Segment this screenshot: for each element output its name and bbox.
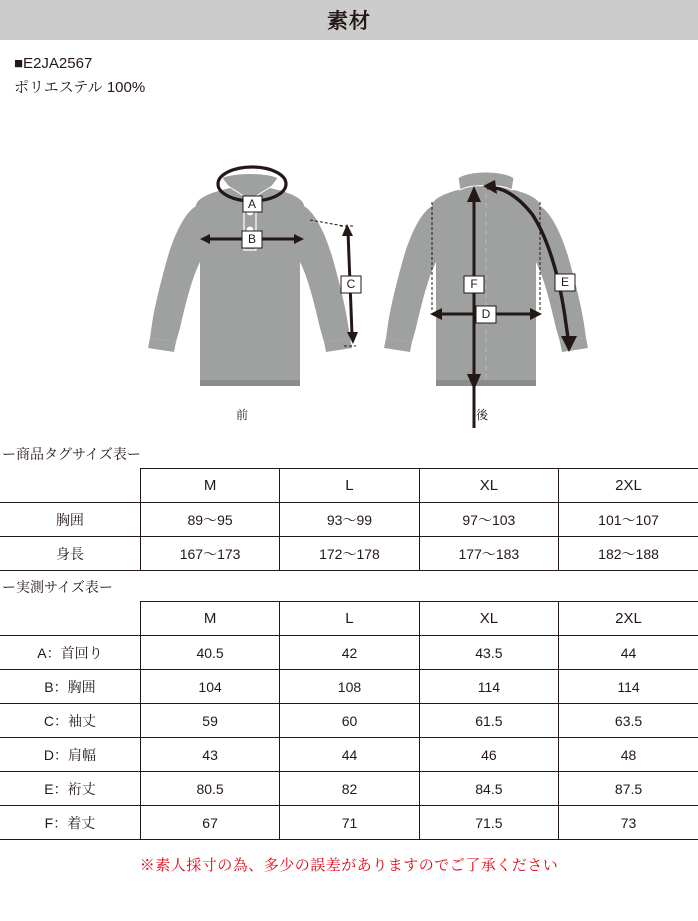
tag-table-title: ー商品タグサイズ表ー (2, 446, 141, 462)
measured-row-label-f: F：着丈 (0, 806, 140, 840)
tag-col-m: M (140, 469, 279, 503)
measured-cell-e-2xl: 87.5 (559, 772, 698, 806)
measured-table-corner (0, 602, 140, 636)
table-row (0, 772, 698, 806)
table-row (0, 704, 698, 738)
measured-cell-a-l: 42 (280, 636, 419, 670)
tag-cell-chest-l: 93〜99 (280, 503, 419, 537)
marker-e-label: E (560, 275, 570, 289)
measured-row-label-b: B：胸囲 (0, 670, 140, 704)
measured-cell-b-xl: 114 (419, 670, 558, 704)
material-info (0, 40, 698, 100)
tag-table-corner (0, 469, 140, 503)
tag-col-2xl: 2XL (559, 469, 698, 503)
table-row (0, 636, 698, 670)
tag-row-label-chest: 胸囲 (0, 503, 140, 537)
measured-cell-c-l: 60 (280, 704, 419, 738)
marker-f-label: F (470, 277, 478, 291)
measured-cell-a-m: 40.5 (140, 636, 279, 670)
measured-cell-d-m: 43 (140, 738, 279, 772)
measured-cell-c-2xl: 63.5 (559, 704, 698, 738)
measured-cell-f-l: 71 (280, 806, 419, 840)
tag-col-l: L (280, 469, 419, 503)
product-code: ■E2JA2567 (14, 55, 93, 72)
table-row (0, 670, 698, 704)
measured-col-m: M (140, 602, 279, 636)
measured-cell-a-2xl: 44 (559, 636, 698, 670)
table-header-row (0, 602, 698, 636)
measured-row-label-c: C：袖丈 (0, 704, 140, 738)
tag-cell-height-l: 172〜178 (280, 537, 419, 571)
tag-cell-height-m: 167〜173 (140, 537, 279, 571)
measured-size-table (0, 601, 698, 840)
marker-c-label: C (346, 277, 356, 291)
measured-cell-b-m: 104 (140, 670, 279, 704)
measured-cell-d-l: 44 (280, 738, 419, 772)
measured-cell-f-2xl: 73 (559, 806, 698, 840)
tag-row-label-height: 身長 (0, 537, 140, 571)
measured-cell-e-m: 80.5 (140, 772, 279, 806)
measured-cell-f-xl: 71.5 (419, 806, 558, 840)
table-row (0, 537, 698, 571)
measured-cell-d-xl: 46 (419, 738, 558, 772)
garment-illustration-svg (0, 138, 698, 438)
tag-cell-chest-2xl: 101〜107 (559, 503, 698, 537)
measured-cell-f-m: 67 (140, 806, 279, 840)
marker-d-label: D (481, 307, 491, 321)
disclaimer-note: ※素人採寸の為、多少の誤差がありますのでご了承ください (139, 857, 559, 874)
page-title: 素材 (327, 10, 371, 33)
measured-col-xl: XL (419, 602, 558, 636)
marker-a-label: A (247, 197, 257, 211)
back-view-caption: 後 (475, 408, 488, 422)
table-header-row (0, 469, 698, 503)
measured-cell-c-m: 59 (140, 704, 279, 738)
marker-b-label: B (247, 232, 257, 246)
measured-cell-e-xl: 84.5 (419, 772, 558, 806)
tag-cell-chest-xl: 97〜103 (419, 503, 558, 537)
header-bar (0, 0, 698, 40)
measured-cell-b-2xl: 114 (559, 670, 698, 704)
measured-row-label-a: A：首回り (0, 636, 140, 670)
table-row (0, 503, 698, 537)
table-row (0, 806, 698, 840)
measured-cell-a-xl: 43.5 (419, 636, 558, 670)
garment-diagram (0, 138, 698, 438)
measured-row-label-d: D：肩幅 (0, 738, 140, 772)
material-composition: ポリエステル 100% (14, 79, 146, 96)
measured-cell-d-2xl: 48 (559, 738, 698, 772)
measured-col-2xl: 2XL (559, 602, 698, 636)
measured-size-table-wrap (0, 601, 698, 840)
measured-row-label-e: E：裄丈 (0, 772, 140, 806)
measured-cell-e-l: 82 (280, 772, 419, 806)
measured-table-title: ー実測サイズ表ー (2, 579, 113, 595)
tag-size-table (0, 468, 698, 571)
measured-cell-c-xl: 61.5 (419, 704, 558, 738)
tag-cell-chest-m: 89〜95 (140, 503, 279, 537)
front-view-caption: 前 (235, 408, 248, 422)
tag-cell-height-2xl: 182〜188 (559, 537, 698, 571)
table-row (0, 738, 698, 772)
measured-col-l: L (280, 602, 419, 636)
tag-cell-height-xl: 177〜183 (419, 537, 558, 571)
measured-cell-b-l: 108 (280, 670, 419, 704)
tag-size-table-wrap (0, 468, 698, 571)
tag-col-xl: XL (419, 469, 558, 503)
